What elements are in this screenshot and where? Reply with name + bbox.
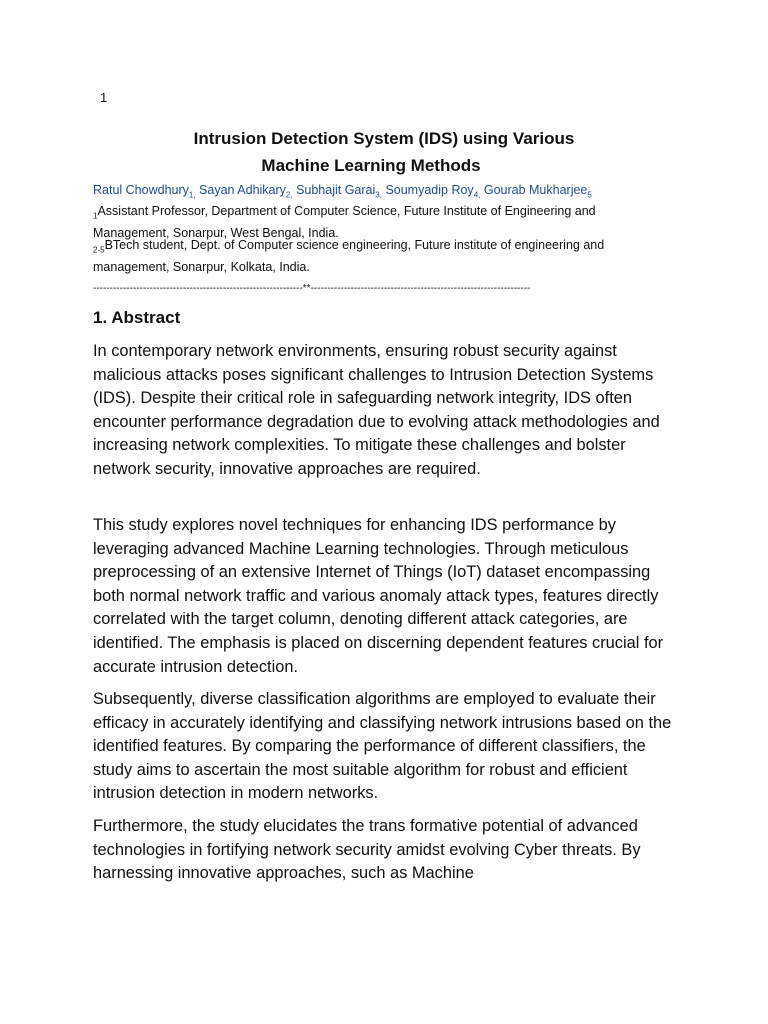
author-index: 1, [188,190,196,200]
affiliation-index: 2-5 [93,245,105,255]
abstract-paragraph-4: Furthermore, the study elucidates the trans formative potential of advanced technologies in fortifying network security amidst evolving Cyber threats. By harnessing innovative approaches, such as Machine [93,817,641,883]
affiliation-text: Assistant Professor, Department of Computer Science, Future Institute of Engineering and Management, Sonarpur, West Bengal, India. [93,204,596,240]
section-heading: 1. Abstract [93,308,181,327]
abstract-paragraph-2: This study explores novel techniques for enhancing IDS performance by leveraging advanced Machine Learning technologies. Through meticulous preprocessing of an extensive Internet of Things (IoT) dataset encompassing both normal network traffic and various anomaly attack types, features directly correlated with the target column, denoting different attack categories, are identified. The emphasis is placed on discerning dependent features crucial for accurate intrusion detection. [93,516,664,676]
author-index: 4, [473,190,481,200]
paper-title-line-2: Machine Learning Methods [261,156,481,175]
author-index: 3, [375,190,382,200]
affiliation-text: BTech student, Dept. of Computer science engineering, Future institute of engineering and management, Sonarpur, Kolkata, India. [93,238,605,274]
affiliation-index: 1 [93,211,98,221]
author-index: 2, [285,190,293,200]
author-name: Sayan Adhikary [199,183,286,197]
abstract-paragraph-3: Subsequently, diverse classification algorithms are employed to evaluate their efficacy in accurately identifying and classifying network intrusions based on the identified features. By comparing the performance of different classifiers, the study aims to ascertain the most suitable algorithm for robust and efficient intrusion detection in modern networks. [93,690,672,803]
author-index: 5 [587,190,592,200]
abstract-paragraph-1: In contemporary network environments, ensuring robust security against malicious attacks poses significant challenges to Intrusion Detection Systems (IDS). Despite their critical role in safeguarding network integrity, IDS often encounter performance degradation due to evolving attack methodologies and increasing network complexities. To mitigate these challenges and bolster network security, innovative approaches are required. [93,342,660,478]
author-name: Ratul Chowdhury [93,183,189,197]
affiliation-2 [93,237,653,276]
author-list [93,183,592,200]
paper-title-line-1: Intrusion Detection System (IDS) using Various [193,129,575,148]
separator-line: ---------------------------------------------------------------**------------------------------------------------------------------ [93,283,531,294]
author-name: Gourab Mukharjee [483,183,588,197]
page-number: 1 [100,90,108,105]
author-name: Subhajit Garai [296,183,376,197]
author-name: Soumyadip Roy [385,183,474,197]
affiliation-1 [93,203,653,242]
